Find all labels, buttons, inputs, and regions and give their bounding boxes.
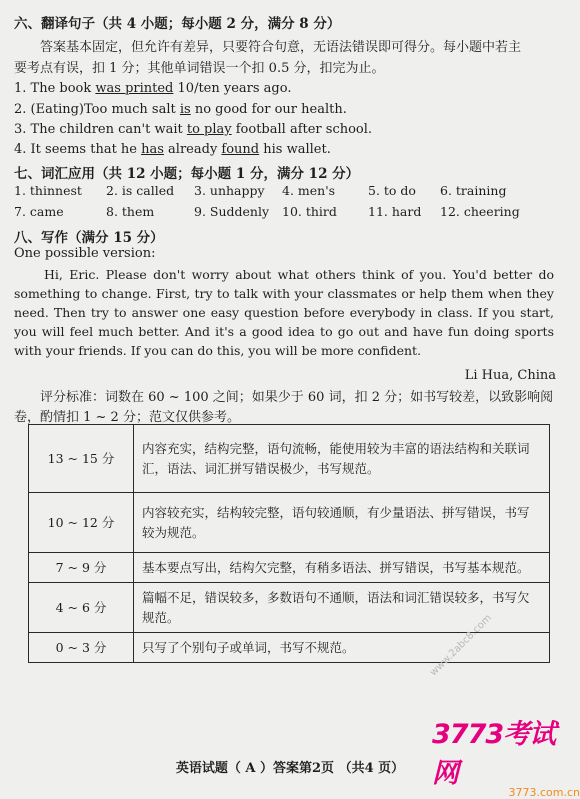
vocab-answer: 5. to do <box>368 183 416 198</box>
watermark-text: www.2abc8.com <box>428 612 494 679</box>
score-range: 4 ~ 6 分 <box>29 583 134 633</box>
vocab-answer: 1. thinnest <box>14 183 82 198</box>
vocab-answer: 11. hard <box>368 204 422 219</box>
underlined-answer: is <box>179 102 191 117</box>
section6-note-line1: 答案基本固定，但允许有差异，只要符合句意，无语法错误即可得分。每小题中若主 <box>40 40 522 55</box>
logo-domain: 3773.com.cn <box>508 786 580 799</box>
table-row <box>29 583 550 633</box>
translation-item-4: 4. It seems that he has already found his wallet. <box>14 142 331 157</box>
section7-heading: 七、词汇应用（共 12 小题；每小题 1 分，满分 12 分） <box>14 166 360 182</box>
vocab-answer: 8. them <box>106 204 155 219</box>
underlined-answer: has <box>141 142 164 157</box>
scoring-criteria-line1: 评分标准：词数在 60 ~ 100 之间；如果少于 60 词，扣 2 分；如书写较差，以致影响阅 <box>40 390 554 405</box>
underlined-answer: was printed <box>95 81 174 96</box>
score-range: 10 ~ 12 分 <box>29 493 134 553</box>
section8-heading: 八、写作（满分 15 分） <box>14 230 164 246</box>
table-row <box>29 553 550 583</box>
vocab-answer: 12. cheering <box>440 204 520 219</box>
vocab-answer: 7. came <box>14 204 64 219</box>
vocabulary-answers <box>14 183 574 227</box>
translation-item-3: 3. The children can't wait to play football after school. <box>14 122 373 137</box>
score-description: 只写了个别句子或单词，书写不规范。 <box>134 633 550 663</box>
score-description: 基本要点写出，结构欠完整，有稍多语法、拼写错误，书写基本规范。 <box>134 553 550 583</box>
score-description: 内容较充实，结构较完整，语句较通顺，有少量语法、拼写错误，书写较为规范。 <box>134 493 550 553</box>
section6-heading: 六、翻译句子（共 4 小题；每小题 2 分，满分 8 分） <box>14 16 341 32</box>
section6-note-line2: 要考点有误，扣 1 分；其他单词错误一个扣 0.5 分，扣完为止。 <box>14 61 385 76</box>
score-description: 篇幅不足，错误较多，多数语句不通顺，语法和词汇错误较多，书写欠规范。 <box>134 583 550 633</box>
score-range: 7 ~ 9 分 <box>29 553 134 583</box>
score-range: 0 ~ 3 分 <box>29 633 134 663</box>
underlined-answer: found <box>221 142 260 157</box>
vocab-answer: 10. third <box>282 204 337 219</box>
underlined-answer: to play <box>186 122 232 137</box>
vocab-answer: 3. unhappy <box>194 183 265 198</box>
translation-item-2: 2. (Eating)Too much salt is no good for our health. <box>14 102 347 117</box>
logo-wordmark: 3773考试网 <box>432 719 556 789</box>
scoring-criteria-line2: 卷，酌情扣 1 ~ 2 分；范文仅供参考。 <box>14 410 240 425</box>
vocab-answer: 9. Suddenly <box>194 204 270 219</box>
sample-essay-intro: One possible version: <box>14 246 156 261</box>
sample-essay-text: Hi, Eric. Please don't worry about what others think of you. You'd better do something to change. First, try to talk with your classmates or help them when they need. Then try to answer one easy question before everybody in class. If you start, you will feel much better. And it's a good idea to go out and have fun doing sports with your friends. If you can do this, you will be more confident. <box>14 267 554 358</box>
sample-essay <box>14 265 554 360</box>
page-footer: 英语试题（ A ）答案第2页 （共4 页） <box>175 761 405 776</box>
score-range: 13 ~ 15 分 <box>29 425 134 493</box>
table-row <box>29 493 550 553</box>
translation-item-1: 1. The book was printed 10/ten years ago. <box>14 81 292 96</box>
vocab-answer: 2. is called <box>106 183 175 198</box>
vocab-answer: 4. men's <box>282 183 336 198</box>
table-row <box>29 425 550 493</box>
essay-signature: Li Hua, China <box>464 368 556 383</box>
score-description: 内容充实，结构完整，语句流畅，能使用较为丰富的语法结构和关联词汇，语法、词汇拼写错误极少，书写规范。 <box>134 425 550 493</box>
vocab-answer: 6. training <box>440 183 507 198</box>
